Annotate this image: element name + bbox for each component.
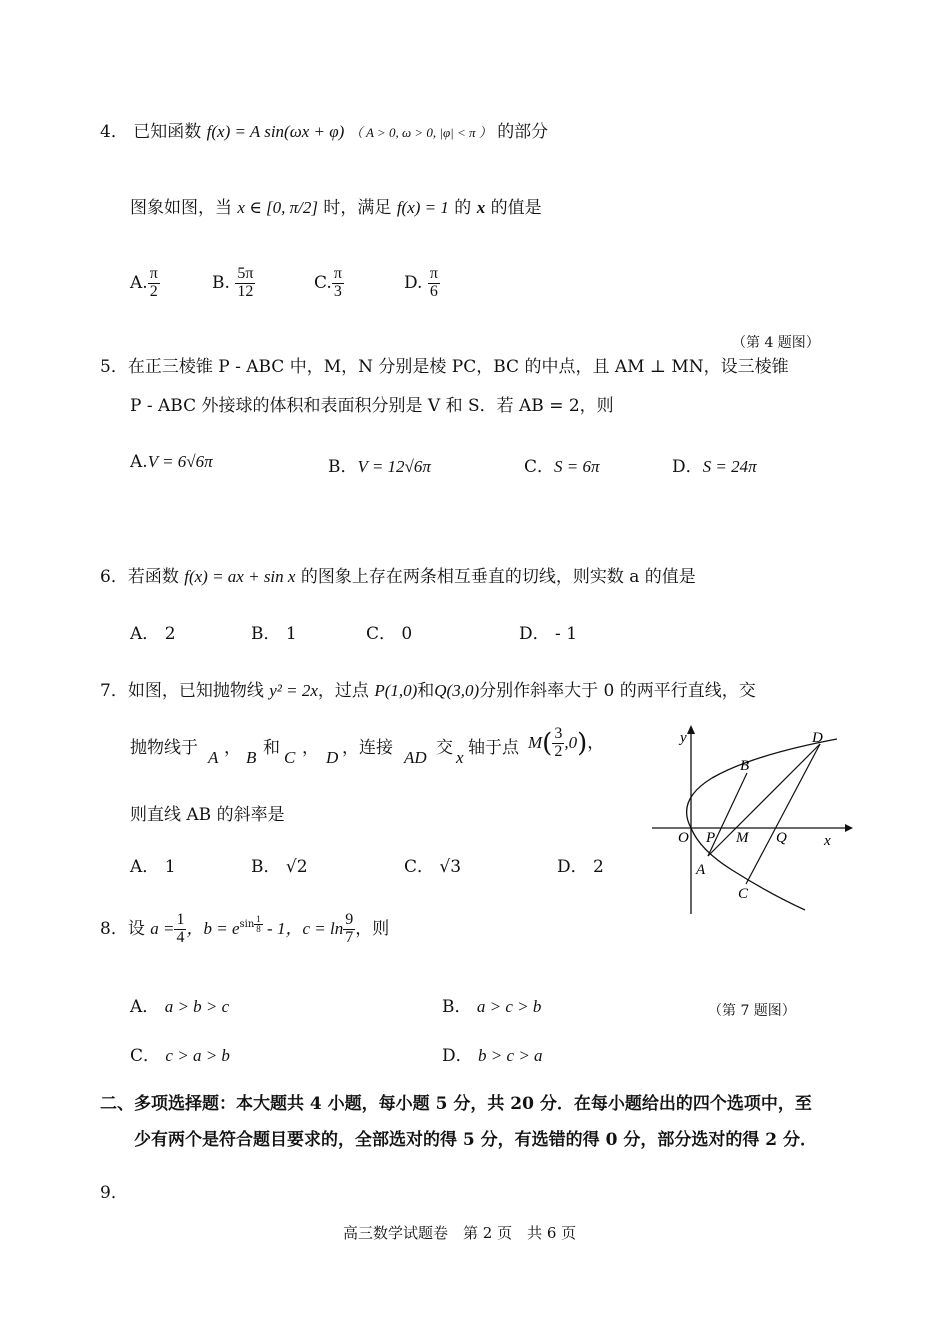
q7-line2-he: 和 (263, 738, 280, 758)
q8-b-part: ，b = e (186, 918, 240, 938)
q7-line-cd (746, 744, 820, 884)
q7-parabola-curve (687, 739, 837, 910)
q8-line1 (100, 912, 389, 947)
q5-option-b-label: B． (328, 457, 358, 477)
q7-line1-prefix: 如图，已知抛物线 (127, 681, 264, 701)
q6-stem-suffix: 的图象上存在两条相互垂直的切线，则实数 a 的值是 (300, 567, 696, 587)
q6-option-a (130, 619, 176, 644)
q4-option-b (212, 266, 255, 301)
q7-fig-m: M (736, 830, 749, 846)
q7-m-fraction (552, 726, 564, 761)
q8-number: 8． (100, 918, 128, 939)
q6-line1 (100, 562, 696, 587)
q4-line2-suffix: 的值是 (490, 198, 542, 218)
q4-option-c-num: π (333, 265, 342, 282)
q4-option-d-num: π (429, 265, 438, 282)
q4-option-c-den: 3 (333, 282, 342, 300)
q8-a-label: 设 (127, 918, 145, 939)
q8-c-fraction (343, 912, 355, 947)
q7-line2-comma3: ，连接 (342, 738, 393, 758)
q7-paren-right: ) (577, 728, 588, 759)
q4-option-a (130, 266, 160, 301)
q7-line1-mid: ，过点 (317, 681, 369, 701)
q6-option-b-text: 1 (285, 624, 297, 644)
q5-line1-text: 在正三棱锥 P - ABC 中，M，N 分别是棱 PC，BC 的中点，且 AM ⊥ MN，设三棱锥 (127, 357, 789, 377)
q4-option-b-label: B. (212, 272, 230, 293)
q8-option-a (130, 992, 229, 1017)
q7-m-tail: ,0 (564, 732, 578, 752)
q8-option-c-label: C． (130, 1046, 161, 1066)
q7-line1 (100, 676, 756, 701)
q4-number: 4． (100, 122, 128, 142)
q4-line2-prefix: 图象如图，当 (130, 198, 232, 218)
q7-number: 7． (100, 681, 128, 701)
q4-formula: f(x) = A sin(ωx + φ) (206, 122, 345, 141)
section2-line2: 少有两个是符合题目要求的，全部选对的得 5 分，有选错的得 0 分，部分选对的得 2 分． (134, 1130, 817, 1150)
q7-option-d (557, 852, 604, 877)
q7-m-num: 3 (554, 725, 563, 742)
q6-option-a-text: 2 (164, 624, 176, 644)
q6-option-b (251, 619, 297, 644)
q4-line1 (100, 117, 548, 142)
q4-stem-suffix: 的部分 (497, 122, 549, 142)
q6-number: 6． (100, 567, 128, 587)
q6-formula: f(x) = ax + sin x (184, 567, 296, 586)
q6-option-d (519, 619, 577, 644)
q6-option-c (366, 619, 412, 644)
q5-option-a (130, 452, 213, 472)
q8-b-exp-den: 8 (256, 924, 261, 935)
q5-number: 5． (100, 357, 128, 377)
q5-option-c-label: C． (524, 457, 555, 477)
q7-option-c (404, 852, 461, 877)
q8-option-b-text: a > c > b (476, 997, 542, 1016)
q7-point-p: P(1,0) (374, 681, 418, 700)
q4-equation: f(x) = 1 (396, 198, 449, 217)
q7-fig-a: A (696, 862, 706, 878)
q7-option-c-text: √3 (439, 857, 462, 877)
q4-condition: （ A > 0, ω > 0, |φ| < π ） (349, 125, 492, 140)
q8-c-tail: ，则 (355, 918, 390, 939)
q7-line2-M: M (528, 732, 543, 752)
q8-b-exp-fraction (254, 915, 263, 935)
q8-b-exponent (239, 913, 263, 935)
q5-option-a-text: V = 6√6π (147, 452, 213, 471)
q4-line2 (130, 193, 542, 218)
q4-caption: （第 4 题图） (732, 335, 820, 351)
q4-option-c-fraction (332, 266, 344, 301)
q4-option-a-num: π (149, 265, 158, 282)
q8-a-num: 1 (176, 911, 185, 928)
q7-line2-AD: AD (404, 748, 427, 767)
q4-option-a-den: 2 (149, 282, 158, 300)
q7-m-den: 2 (554, 742, 563, 760)
q8-option-a-label: A． (130, 997, 160, 1017)
q6-option-b-label: B． (251, 624, 281, 644)
q4-option-d-fraction (428, 266, 440, 301)
q5-line1 (100, 352, 789, 377)
q7-line3: 则直线 AB 的斜率是 (130, 805, 285, 825)
q7-line1-and: 和 (417, 681, 435, 701)
q8-c-part: c = ln (302, 918, 344, 938)
q5-line2: P - ABC 外接球的体积和表面积分别是 V 和 S．若 AB = 2，则 (130, 396, 614, 416)
q8-a-fraction (174, 912, 186, 947)
q5-option-d-text: S = 24π (702, 457, 757, 476)
q5-option-c (524, 452, 600, 477)
q7-fig-q: Q (776, 830, 787, 846)
q7-line2-D: D (326, 748, 339, 767)
q7-line2-axis: 轴于点 (468, 738, 519, 758)
q7-line2-point-m (528, 726, 604, 761)
q7-option-a-label: A． (130, 857, 160, 877)
q4-option-b-fraction (235, 266, 255, 301)
q4-stem-prefix: 已知函数 (133, 122, 202, 142)
q7-line2-end: ， (587, 732, 605, 753)
q7-fig-b: B (740, 758, 750, 774)
q7-figure (640, 718, 860, 918)
q7-option-a (130, 852, 176, 877)
q4-var: x (476, 198, 486, 217)
q7-caption: （第 7 题图） (708, 1003, 796, 1019)
q7-line2-C: C (284, 748, 296, 767)
q8-b-exp-sin: sin (239, 919, 255, 931)
q8-b-exp-num: 1 (256, 913, 261, 924)
q7-line2-jiao: 交 (436, 738, 453, 758)
q7-fig-x: x (824, 833, 831, 849)
q8-option-a-text: a > b > c (164, 997, 230, 1016)
q6-option-c-label: C． (366, 624, 397, 644)
q7-option-c-label: C． (404, 857, 435, 877)
q5-option-b (328, 452, 431, 477)
q8-option-b (442, 992, 541, 1017)
q7-fig-y: y (680, 730, 687, 746)
section2-line1: 二、多项选择题：本大题共 4 小题，每小题 5 分，共 20 分．在每小题给出的四个选项中，至 (100, 1094, 812, 1114)
q8-c-num: 9 (345, 911, 354, 928)
q7-option-b (251, 852, 308, 877)
q7-x-arrow-icon (845, 824, 853, 832)
q7-fig-c: C (738, 886, 749, 902)
q7-paren-left: ( (542, 728, 553, 759)
q6-option-d-text: - 1 (555, 624, 578, 644)
q7-option-b-label: B． (251, 857, 281, 877)
q4-option-d-den: 6 (429, 282, 438, 300)
q8-option-c (130, 1041, 230, 1066)
q6-option-d-label: D． (519, 624, 550, 644)
q7-line2-A: A (208, 748, 219, 767)
q7-y-arrow-icon (687, 725, 695, 734)
q4-option-a-label: A. (130, 272, 148, 293)
q4-option-b-den: 12 (237, 282, 254, 300)
q4-option-d-label: D. (404, 272, 423, 293)
q4-option-c-label: C. (314, 272, 332, 293)
q8-a-den: 4 (176, 928, 185, 946)
q7-point-q: Q(3,0) (434, 681, 480, 700)
q5-option-b-text: V = 12√6π (357, 457, 431, 476)
q4-line2-mid2: 的 (454, 198, 472, 218)
q8-a-var: a = (150, 918, 175, 938)
q7-line2-comma1: ， (224, 738, 241, 758)
q9-number: 9． (100, 1183, 128, 1203)
q4-option-d (404, 266, 440, 301)
q7-option-d-text: 2 (593, 857, 604, 877)
q8-b-tail: - 1， (262, 918, 303, 938)
q7-line1-suffix: 分别作斜率大于 0 的两平行直线，交 (479, 681, 756, 701)
q8-option-d-text: b > c > a (478, 1046, 543, 1065)
q5-option-d (672, 452, 757, 477)
q8-option-b-label: B． (442, 997, 472, 1017)
q7-fig-o: O (678, 830, 689, 846)
q7-line2-x: x (456, 748, 464, 767)
q5-option-d-label: D． (672, 457, 703, 477)
q8-option-d (442, 1041, 543, 1066)
q4-interval: x ∈ [0, π/2] (237, 198, 319, 217)
q7-parabola: y² = 2x (269, 681, 318, 700)
q8-option-c-text: c > a > b (165, 1046, 230, 1065)
q7-fig-d: D (812, 730, 823, 746)
q8-c-den: 7 (345, 928, 354, 946)
q6-option-a-label: A． (130, 624, 160, 644)
q7-line2-a: 抛物线于 (130, 738, 198, 758)
q7-line2-comma2: ， (302, 738, 319, 758)
q6-option-c-text: 0 (401, 624, 413, 644)
q7-option-a-text: 1 (164, 857, 176, 877)
q5-option-a-label: A. (130, 452, 148, 472)
q5-option-c-text: S = 6π (554, 457, 600, 476)
q7-line-ad (708, 744, 820, 856)
q8-option-d-label: D． (442, 1046, 473, 1066)
q7-line2-B: B (246, 748, 257, 767)
q4-option-a-fraction (148, 266, 160, 301)
q7-fig-p: P (706, 830, 716, 846)
q7-option-b-text: √2 (285, 857, 308, 877)
page-footer: 高三数学试题卷 第 2 页 共 6 页 (343, 1224, 577, 1242)
q4-line2-mid: 时，满足 (323, 198, 392, 218)
q6-stem-prefix: 若函数 (127, 567, 179, 587)
q7-option-d-label: D． (557, 857, 588, 877)
q4-option-c (314, 266, 344, 301)
q4-option-b-num: 5π (237, 265, 254, 282)
